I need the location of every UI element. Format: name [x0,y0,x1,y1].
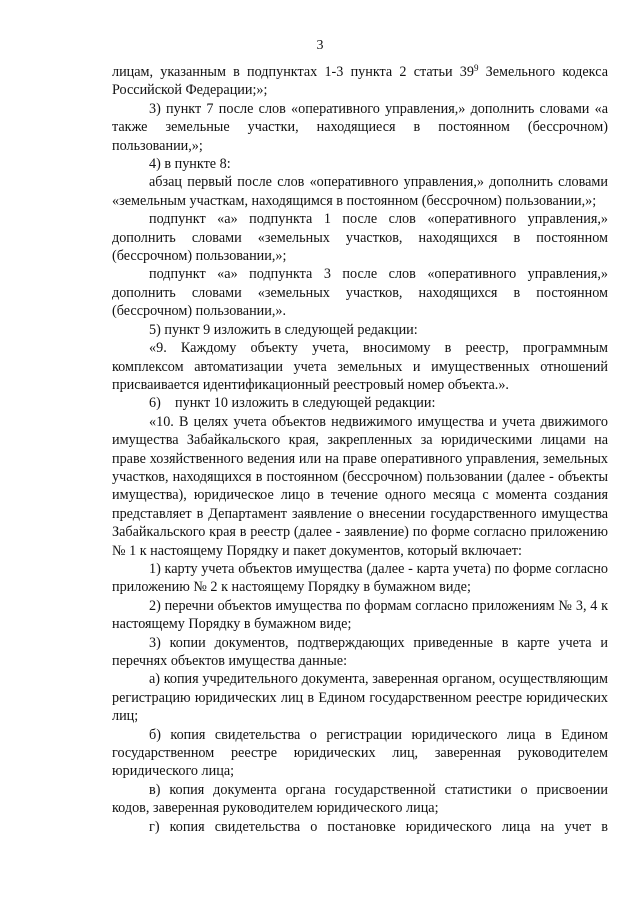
paragraph-text: «9. Каждому объекту учета, вносимому в реестр, программным комплексом автоматизации учета земельных и имущественных отношений присваивается идентификационный реестровый номер объекта.». [112,340,608,393]
paragraph [112,413,608,560]
paragraph-text: 4) в пункте 8: [149,156,231,173]
paragraph [112,394,608,412]
paragraph [112,265,608,320]
paragraph [112,634,608,671]
paragraph [112,560,608,597]
paragraph-text: «10. В целях учета объектов недвижимого имущества и учета движимого имущества Забайкальского края, закрепленных за юридическими лицами на праве хозяйственного ведения или на праве оперативного управления, земельных участков, находящихся в постоянном (бессрочном) пользовании (далее - объекты имущества), юридическое лицо в течение одного месяца с момента создания представляет в Департамент заявление о внесении государственного имущества Забайкальского края в реестр (далее - заявление) по форме согласно приложению № 1 к настоящему Порядку и пакет документов, который включает: [112,413,608,559]
paragraph-text: б) копия свидетельства о регистрации юридического лица в Едином государственном реестре юридических лиц, заверенная руководителем юридического лица; [112,726,608,780]
paragraph [112,63,608,100]
article-superscript: 9 [473,63,479,73]
paragraph-text: 1) карту учета объектов имущества (далее - карта учета) по форме согласно приложению № 2 к настоящему Порядку в бумажном виде; [112,560,608,596]
paragraph-text: лицам, указанным в подпунктах 1-3 пункта 2 статьи 39 [112,64,474,80]
paragraph [112,339,608,394]
paragraph [112,781,608,818]
paragraph-text: г) копия свидетельства о постановке юридического лица на учет в [149,818,608,835]
paragraph-text: подпункт «а» подпункта 1 после слов «оперативного управления,» дополнить словами «земельных участков, находящихся в постоянном (бессрочном) пользовании,»; [112,211,608,265]
paragraph-text: подпункт «а» подпункта 3 после слов «оперативного управления,» дополнить словами «земельных участков, находящихся в постоянном (бессрочном) пользовании,». [112,266,608,320]
page-number: 3 [316,38,324,53]
paragraph [112,321,608,339]
paragraph-text-tail: Земельного кодекса Российской Федерации;»; [112,64,608,99]
paragraph [112,818,608,836]
paragraph-text: 2) перечни объектов имущества по формам согласно приложениям № 3, 4 к настоящему Порядку в бумажном виде; [112,597,608,633]
paragraph-text: 3) копии документов, подтверждающих приведенные в карте учета и перечнях объектов имущества данные: [112,634,608,669]
paragraph-text: а) копия учредительного документа, заверенная органом, осуществляющим регистрацию юридических лиц в Едином государственном реестре юридических лиц; [112,671,608,725]
paragraph [112,210,608,265]
paragraph [112,100,608,155]
paragraph [112,726,608,781]
paragraph [112,173,608,210]
paragraph-text: 6) пункт 10 изложить в следующей редакции: [149,395,436,412]
paragraph-text: 3) пункт 7 после слов «оперативного управления,» дополнить словами «а также земельные участки, находящиеся в постоянном (бессрочном) пользовании,»; [112,100,608,154]
document-body [112,63,608,836]
paragraph-text: абзац первый после слов «оперативного управления,» дополнить словами «земельным участкам, находящимся в постоянном (бессрочном) пользовании,»; [112,174,608,209]
paragraph [112,597,608,634]
paragraph-text: в) копия документа органа государственной статистики о присвоении кодов, заверенная руководителем юридического лица; [112,781,608,817]
paragraph [112,670,608,725]
paragraph-text: 5) пункт 9 изложить в следующей редакции: [149,321,418,338]
paragraph [112,155,608,173]
